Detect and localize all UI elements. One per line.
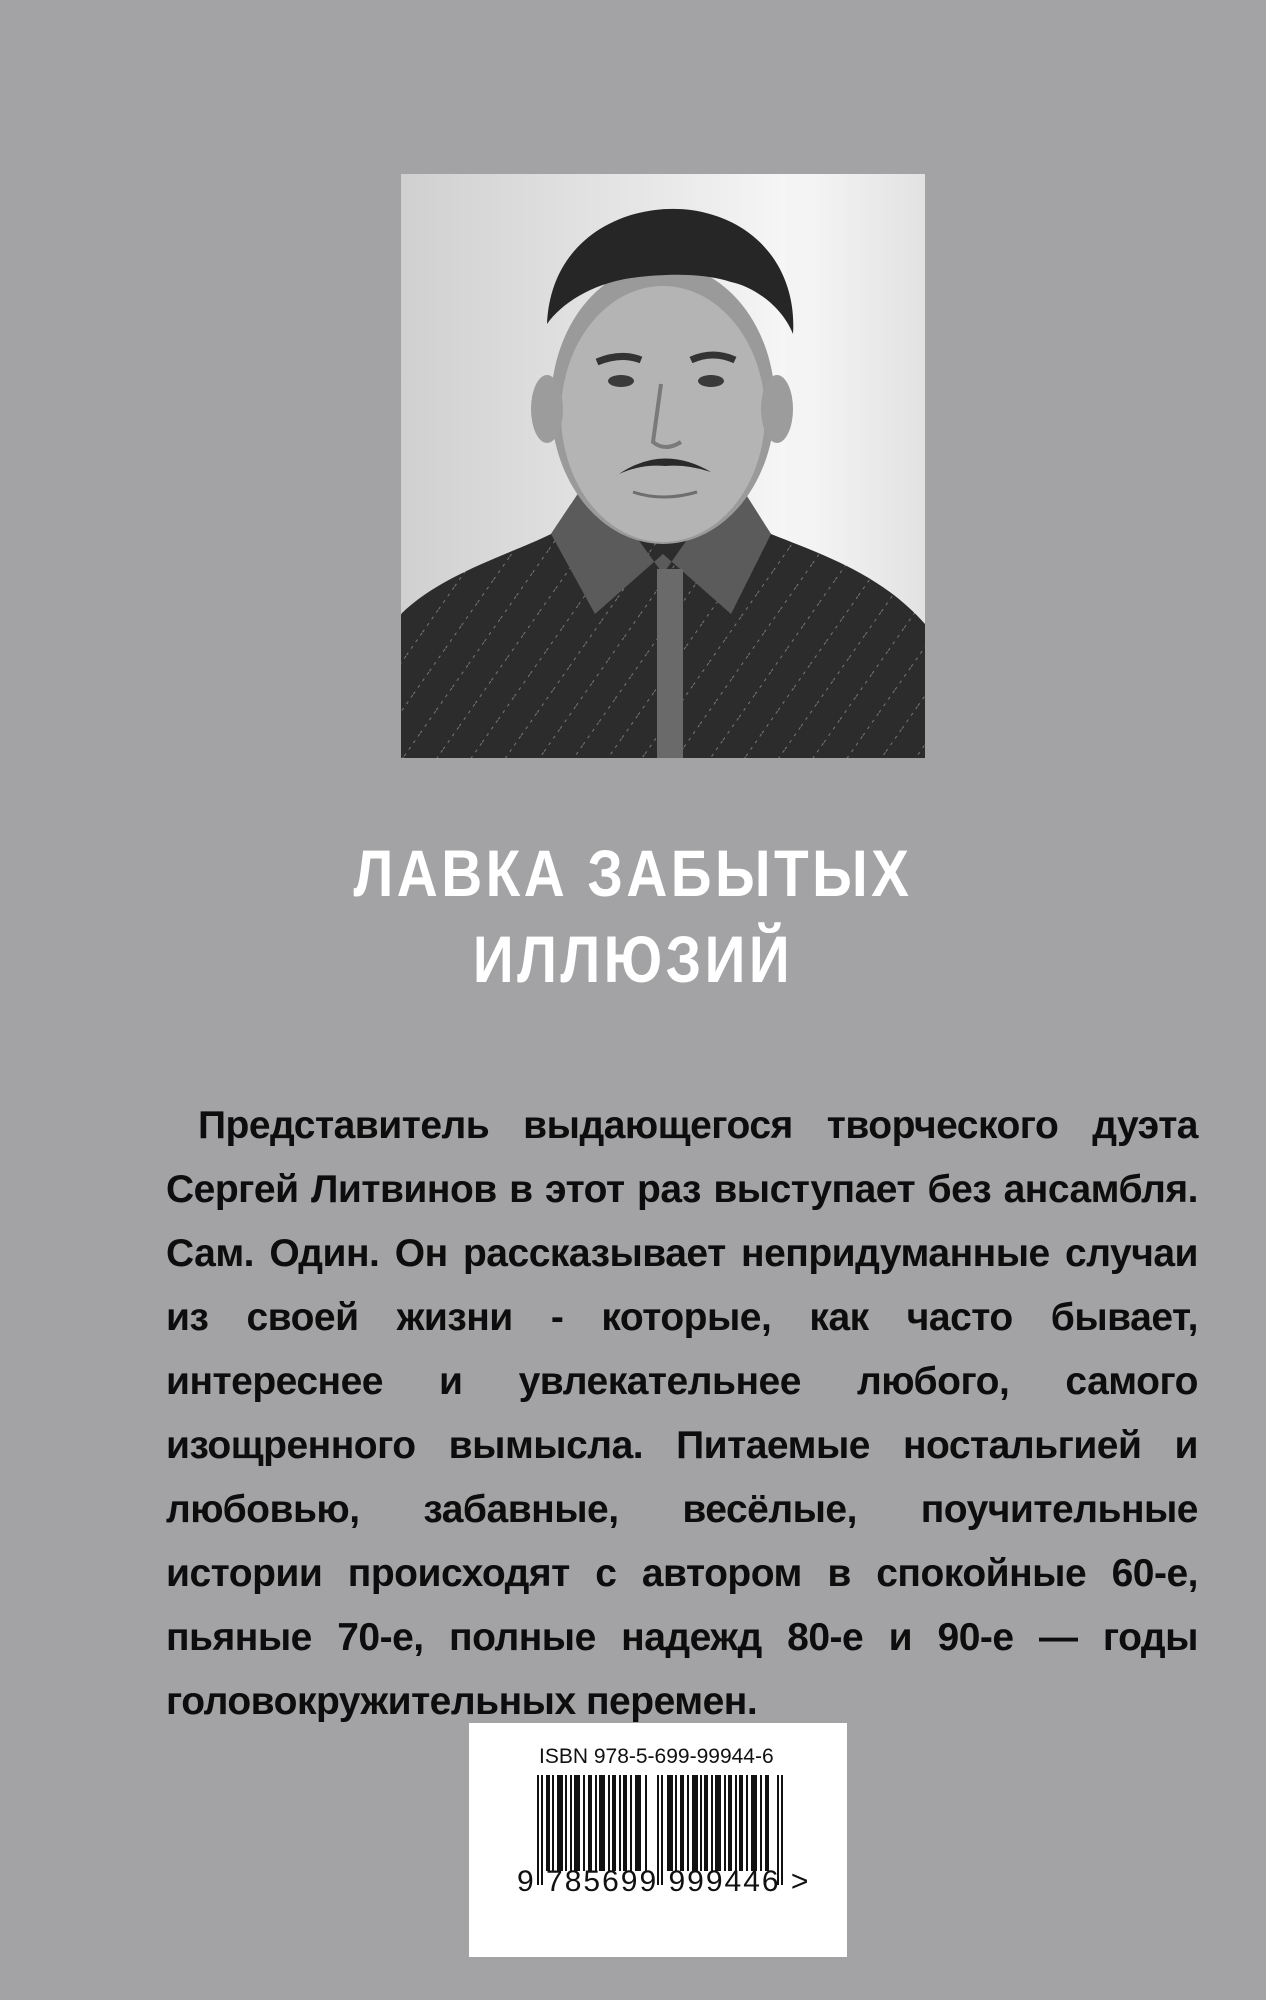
book-title-line-1: ЛАВКА ЗАБЫТЫХ [353,836,913,910]
isbn-barcode-box [469,1723,847,1957]
isbn-label: ISBN 978-5-699-99944-6 [539,1745,774,1768]
author-photo [401,174,925,758]
barcode-digits: 9 785699 999446 > [517,1865,811,1898]
book-description: Представитель выдающегося творческого дуэта Сергей Литвинов в этот раз выступает без ансамбля. Сам. Один. Он рассказывает непридуманные случаи из своей жизни - которые, как часто бывает, интереснее и увлекательнее любого, самого изощренного вымысла. Питаемые ностальгией и любовью, забавные, весёлые, поучительные истории происходят с автором в спокойные 60-е, пьяные 70-е, полные надежд 80-е и 90-е — годы головокружительных перемен. [166,1104,1198,1723]
book-title-line-2: ИЛЛЮЗИЙ [472,922,794,996]
book-title [89,830,1178,1002]
